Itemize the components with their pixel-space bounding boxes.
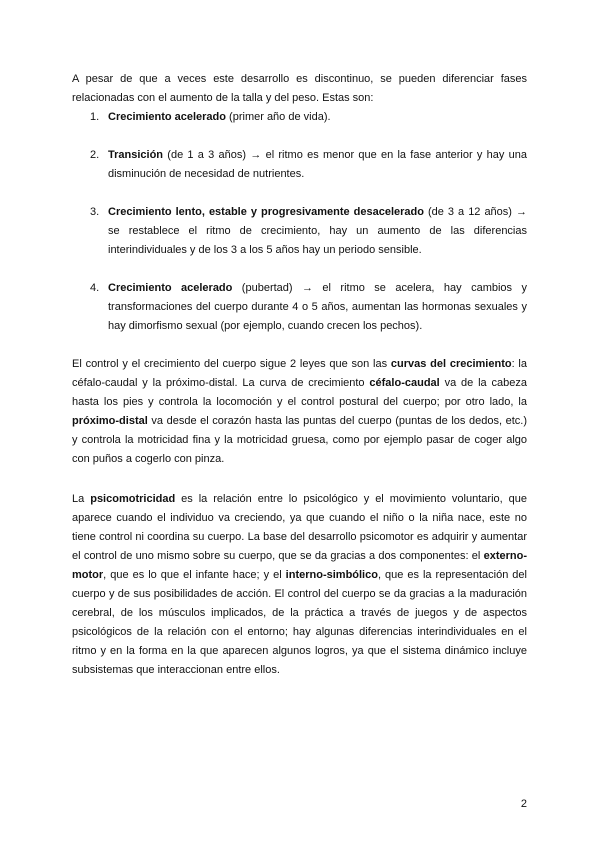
psychomotricity-paragraph — [72, 490, 527, 680]
paragraph-text: La — [72, 493, 91, 505]
list-item-title: Crecimiento acelerado — [108, 111, 226, 123]
list-item-title: Transición — [108, 149, 164, 161]
list-number: 3. — [90, 206, 100, 218]
list-item-text: (de 3 a 12 años) → se restablece el ritmo de crecimiento, hay un aumento de las diferencias interindividuales y de los 3 a los 5 años hay un periodo sensible. — [108, 206, 527, 256]
list-item — [72, 108, 527, 127]
paragraph-text: , que es lo que el infante hace; y el — [103, 569, 286, 581]
growth-phases-list — [72, 108, 527, 336]
list-number: 2. — [90, 149, 100, 161]
bold-term: psicomotricidad — [90, 493, 176, 505]
bold-term: céfalo-caudal — [369, 377, 440, 389]
paragraph-text: : la céfalo-caudal y la próximo-distal. La curva de crecimiento — [72, 358, 527, 389]
paragraph-text: va de la cabeza hasta los pies y controla la locomoción y el control postural del cuerpo; por otro lado, la — [72, 377, 527, 408]
paragraph-text: El control y el crecimiento del cuerpo sigue 2 leyes que son las — [72, 358, 391, 370]
bold-term: curvas del crecimiento — [390, 358, 512, 370]
list-item-text: (de 1 a 3 años) → el ritmo es menor que en la fase anterior y hay una disminución de necesidad de nutrientes. — [108, 149, 527, 180]
paragraph-text: , que es la representación del cuerpo y de sus posibilidades de acción. El control del cuerpo se da gracias a la maduración cerebral, de los músculos implicados, de la práctica a través de juegos y de aspectos psicológicos de la relación con el entorno; hay algunas diferencias interindividuales en el ritmo y en la forma en la que aparecen algunos logros, ya que el sistema dinámico incluye subsistemas que interaccionan entre ellos. — [72, 569, 527, 676]
list-item — [72, 279, 527, 336]
intro-paragraph — [72, 70, 527, 108]
bold-term: externo-motor — [72, 550, 527, 581]
paragraph-text: va desde el corazón hasta las puntas del cuerpo (puntas de los dedos, etc.) y controla la motricidad fina y la motricidad gruesa, como por ejemplo pasar de coger algo con puños a cogerlo con pinza. — [72, 415, 527, 465]
list-item-text: (primer año de vida). — [226, 111, 331, 123]
list-number: 1. — [90, 111, 100, 123]
bold-term: interno-simbólico — [285, 569, 378, 581]
bold-term: próximo-distal — [72, 415, 148, 427]
growth-curves-paragraph — [72, 355, 527, 469]
list-item-title: Crecimiento acelerado — [108, 282, 233, 294]
list-item — [72, 203, 527, 260]
list-item — [72, 146, 527, 184]
paragraph-text: es la relación entre lo psicológico y el movimiento voluntario, que aparece cuando el individuo va creciendo, ya que cuando el niño o la niña nace, este no tiene control ni coordina su cuerpo. La base del desarrollo psicomotor es adquirir y aumentar el control de uno mismo sobre su cuerpo, que se da gracias a dos componentes: el — [72, 493, 528, 562]
intro-text: A pesar de que a veces este desarrollo es discontinuo, se pueden diferenciar fases relacionadas con el aumento de la talla y del peso. Estas son: — [72, 73, 527, 104]
page-number: 2 — [520, 798, 527, 810]
list-item-text: (pubertad) → el ritmo se acelera, hay cambios y transformaciones del cuerpo durante 4 o 5 años, aumentan las hormonas sexuales y hay dimorfismo sexual (por ejemplo, cuando crecen los pechos). — [108, 282, 527, 332]
list-number: 4. — [90, 282, 100, 294]
list-item-title: Crecimiento lento, estable y progresivamente desacelerado — [108, 206, 424, 218]
